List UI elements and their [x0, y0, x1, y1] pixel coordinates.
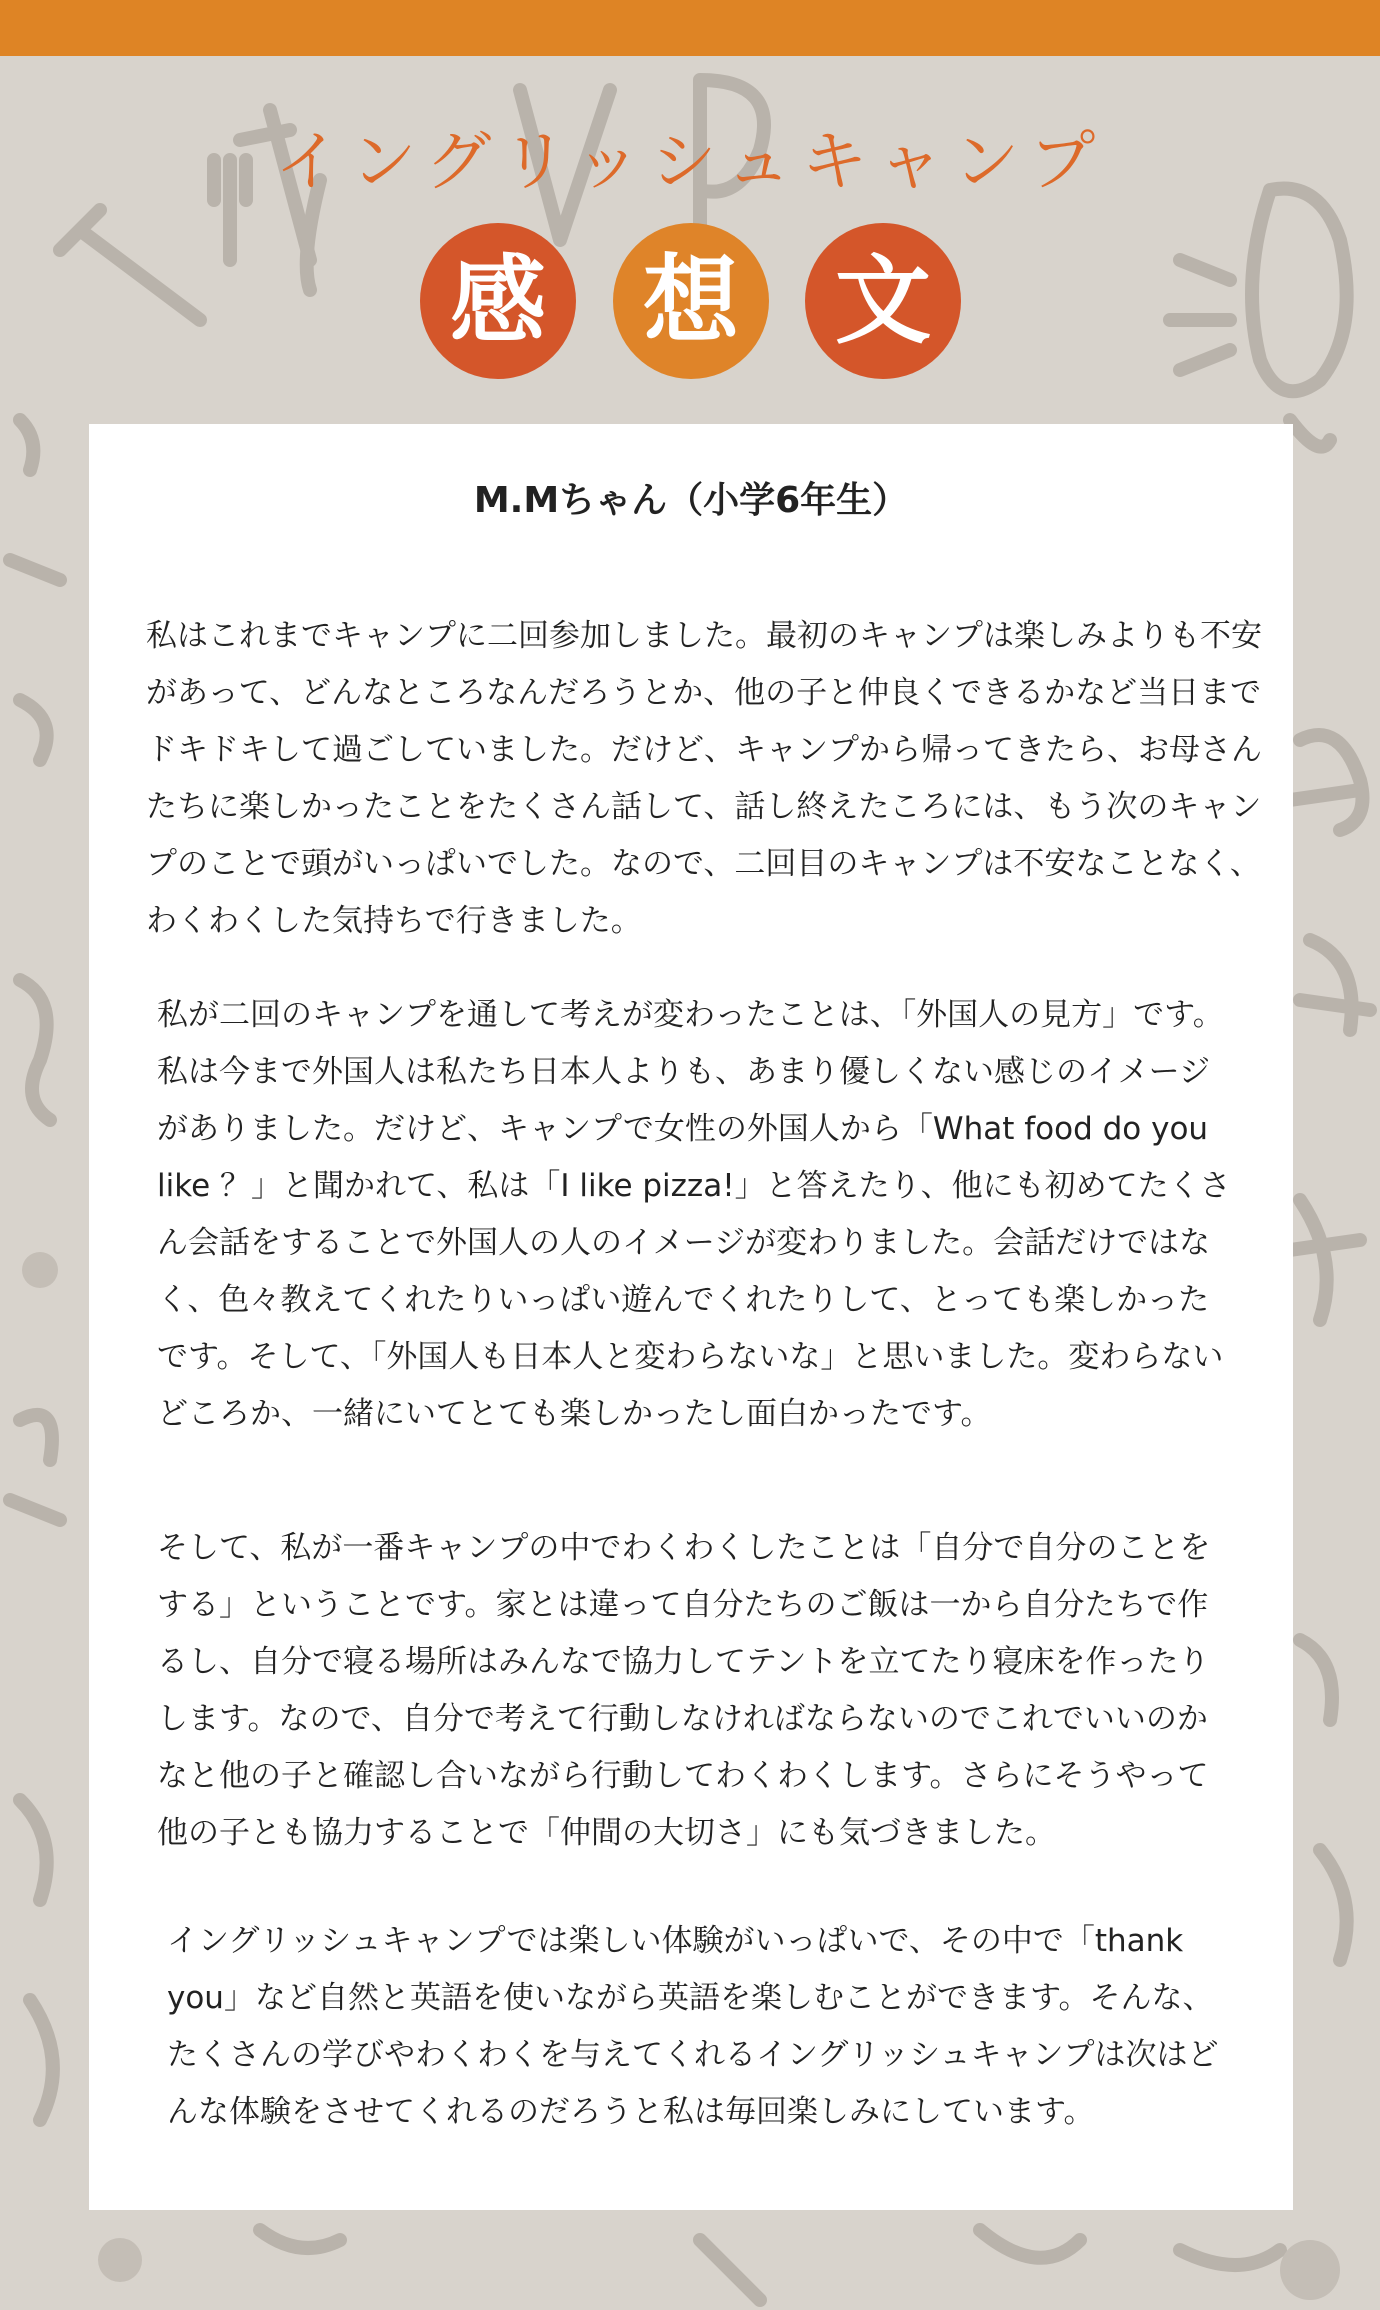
- essay-paragraph-3: そして、私が一番キャンプの中でわくわくしたことは「自分で自分のことをする」ということです。家とは違って自分たちのご飯は一から自分たちで作るし、自分で寝る場所はみんなで協力してテントを立てたり寝床を作ったりします。なので、自分で考えて行動しなければならないのでこれでいいのかなと他の子と確認し合いながら行動してわくわくします。さらにそうやって他の子とも協力することで「仲間の大切さ」にも気づきました。: [157, 1530, 1211, 1851]
- essay-paragraph-4: イングリッシュキャンプでは楽しい体験がいっぱいで、その中で「thank you」など自然と英語を使いながら英語を楽しむことができます。そんな、たくさんの学びやわくわくを与えてくれるイングリッシュキャンプは次はどんな体験をさせてくれるのだろうと私は毎回楽しみにしています。: [167, 1923, 1219, 2130]
- title-circle-3: 文: [805, 223, 961, 379]
- title-circle-2: 想: [613, 223, 769, 379]
- essay-paragraph-1: 私はこれまでキャンプに二回参加しました。最初のキャンプは楽しみよりも不安があって、どんなところなんだろうとか、他の子と仲良くできるかなど当日までドキドキして過ごしていました。だけど、キャンプから帰ってきたら、お母さんたちに楽しかったことをたくさん話して、話し終えたころには、もう次のキャンプのことで頭がいっぱいでした。なので、二回目のキャンプは不安なことなく、わくわくした気持ちで行きました。: [146, 618, 1262, 939]
- author-heading: M.Mちゃん（小学6年生）: [473, 480, 909, 521]
- title-circle-1: 感: [420, 223, 576, 379]
- title-circles: [420, 223, 960, 381]
- page-title: イングリッシュキャンプ: [274, 123, 1106, 200]
- essay-card: [89, 424, 1293, 2210]
- essay-paragraph-2: 私が二回のキャンプを通して考えが変わったことは、「外国人の見方」です。私は今まで外国人は私たち日本人よりも、あまり優しくない感じのイメージがありました。だけど、キャンプで女性の外国人から「What food do you like ？」と聞かれて、私は「I like pizza!」と答えたり、他にも初めてたくさん会話をすることで外国人の人のイメージが変わりました。会話だけではなく、色々教えてくれたりいっぱい遊んでくれたりして、とっても楽しかったです。そして、「外国人も日本人と変わらないな」と思いました。変わらないどころか、一緒にいてとても楽しかったし面白かったです。: [157, 997, 1231, 1432]
- top-accent-bar: [0, 0, 1380, 56]
